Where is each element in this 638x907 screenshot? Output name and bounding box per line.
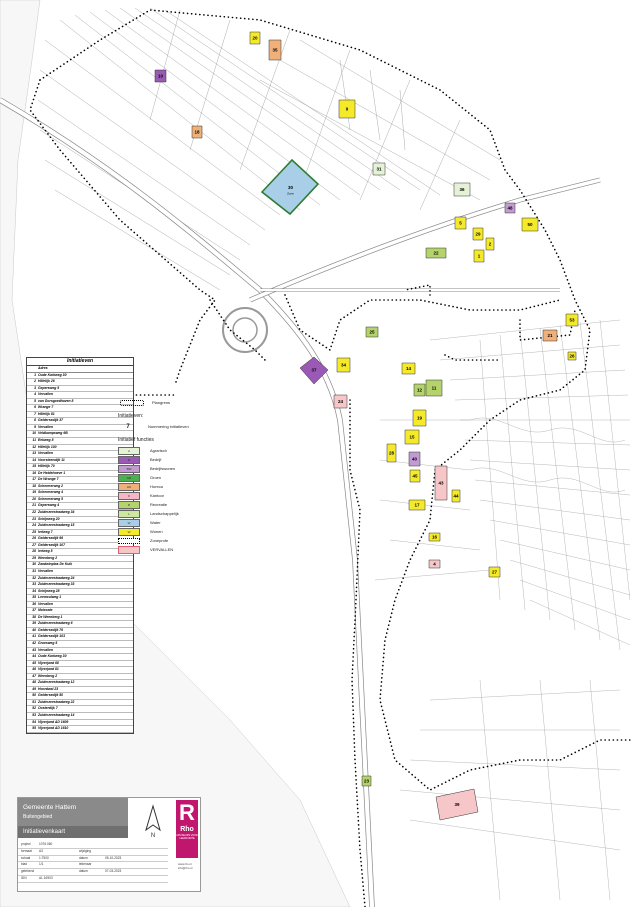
row-nr: 9 <box>34 424 36 429</box>
title-meta <box>18 842 168 883</box>
logo-letter: R <box>179 800 195 825</box>
row-nr: 40 <box>32 627 36 632</box>
row-nr: 20 <box>32 496 36 501</box>
row-nr: 23 <box>32 516 36 521</box>
row-nr: 42 <box>32 640 36 645</box>
row-nr: 53 <box>32 712 36 717</box>
meta-k2: wijziging <box>79 848 92 853</box>
map-title: Initiatievenkaart <box>18 826 128 838</box>
plot-label: 5 <box>459 220 462 226</box>
plot-label: 22 <box>433 250 439 256</box>
meta-k2 <box>79 876 105 882</box>
meta-k1: formaat <box>21 848 32 853</box>
legend-label: Kantoor <box>150 493 165 498</box>
row-adres: Gepersweg 4 <box>38 503 60 508</box>
contact <box>178 862 192 870</box>
row-nr: 48 <box>32 680 36 685</box>
legend-label: Wonen <box>150 529 163 534</box>
row-nr: 50 <box>32 693 36 698</box>
initiatieven-heading: Initiatieven: <box>118 413 144 419</box>
logo-tagline: ADVISEURS VOOR LEEFRUIMTE <box>176 834 198 840</box>
legend-item-bedrijfswonen <box>118 464 238 473</box>
plot-label: 14 <box>405 366 412 371</box>
row-nr: 1 <box>34 372 36 377</box>
row-adres: Oosterdijk 7 <box>38 706 58 711</box>
row-adres: Schermerweg 5 <box>38 496 64 501</box>
plot-label: 2 <box>488 241 492 247</box>
row-nr: 5 <box>34 398 36 403</box>
row-adres: van Gorsgoedhaven 8 <box>38 398 74 403</box>
row-nr: 2 <box>34 379 36 384</box>
row-nr: 31 <box>32 568 36 573</box>
row-adres: Oude Karkweg 30 <box>38 372 67 377</box>
legend-item-wonen <box>118 527 238 536</box>
plot-label: 21 <box>547 333 553 338</box>
legend-item-horeca <box>118 482 238 491</box>
row-adres: Geldersedijk 103 <box>38 634 65 639</box>
row-adres: Weenberg 2 <box>38 555 58 560</box>
row-nr: 14 <box>32 457 36 462</box>
plot-label: 29 <box>475 231 481 237</box>
meta-v2: 07-03-2023 <box>105 869 122 874</box>
contact-web[interactable]: www.rho.nl <box>178 862 192 866</box>
legend-item-verv <box>118 545 238 554</box>
plot-label: 19 <box>416 415 423 421</box>
row-adres: Zuiderzeestraatweg 34 <box>38 510 75 515</box>
row-adres: Schermerweg 2 <box>38 483 64 488</box>
meta-v2 <box>105 862 141 868</box>
row-nr: 26 <box>32 536 36 541</box>
row-nr: 47 <box>32 673 36 678</box>
functies-heading: Initiatief functies <box>118 437 154 443</box>
row-nr: 49 <box>32 686 36 691</box>
legend-item-zone <box>118 536 238 545</box>
row-adres: Veldkampsweg 6B <box>38 431 68 436</box>
plot-label: 25 <box>369 329 375 335</box>
legend-item-water <box>118 518 238 527</box>
row-nr: 7 <box>34 411 36 416</box>
meta-v1: 1/1 <box>39 862 44 867</box>
row-adres: Vervallen <box>38 568 53 573</box>
row-nr: 29 <box>32 555 36 560</box>
row-adres: Zuiderzeestraatweg 14 <box>38 712 75 717</box>
row-adres: Zuiderzeestraatweg 24 <box>38 575 75 580</box>
meta-k1: blad <box>21 862 28 867</box>
initiatieven-title: Initiatieven <box>27 358 133 366</box>
plot-label: 43 <box>438 480 444 486</box>
plot-label: 24 <box>337 399 344 404</box>
row-adres: Zandwinplas De Kuik <box>38 562 73 567</box>
row-adres: Vervallen <box>38 451 53 456</box>
legend-label: Horeca <box>150 484 163 489</box>
row-adres: Leemculweg 1 <box>38 595 62 600</box>
legend-label: Zoneprofe <box>150 538 169 543</box>
legend-swatch: GR <box>118 474 140 482</box>
row-adres: Molecate <box>38 608 53 613</box>
row-nr: 38 <box>32 614 36 619</box>
row-nr: 55 <box>32 726 36 731</box>
row-adres: Vervallen <box>38 601 53 606</box>
row-adres: Vervallen <box>38 392 53 397</box>
legend-label: Water <box>150 520 161 525</box>
row-nr: 19 <box>32 490 36 495</box>
meta-k2: datum <box>79 855 88 860</box>
meta-k1: schaal <box>21 855 31 860</box>
legend-label: Bedrijf <box>150 457 162 462</box>
row-nr: 37 <box>32 608 36 613</box>
meta-k2: tekenaar <box>79 862 92 867</box>
row-adres: Zuiderzeestraatweg 33 <box>38 582 75 587</box>
rho-logo <box>176 800 198 858</box>
legend-swatch <box>118 538 140 544</box>
meta-row <box>18 842 168 849</box>
row-adres: Ierlweg 7 <box>38 529 53 534</box>
plot-label: 48 <box>507 205 513 211</box>
row-nr: 27 <box>32 542 36 547</box>
row-adres: Zuiderzeestraatweg 6 <box>38 621 73 626</box>
row-adres: Wrange 7 <box>38 405 54 410</box>
row-nr: 39 <box>32 621 36 626</box>
row-adres: Schijnweg 20 <box>38 516 60 521</box>
row-nr: 44 <box>32 654 36 659</box>
meta-v2 <box>105 876 141 882</box>
row-adres: Vervallen <box>38 424 53 429</box>
plot-label: 30 <box>287 185 294 190</box>
row-nr: 36 <box>32 601 36 606</box>
legend-item-bedrijf <box>118 455 238 464</box>
row-adres: Zuiderzeestraatweg 22 <box>38 699 75 704</box>
row-adres: Geldersedijk 50 <box>38 693 64 698</box>
plot-label: 39 <box>454 802 460 807</box>
meta-k1: IDN <box>21 875 27 880</box>
row-nr: 10 <box>32 431 36 436</box>
plot-label: 12 <box>416 387 423 393</box>
plot-label: 53 <box>569 317 575 323</box>
north-label: N <box>150 833 156 838</box>
row-adres: Gruesweg 5 <box>38 640 58 645</box>
legend-swatch: B <box>118 456 140 464</box>
legend-swatch: L <box>118 510 140 518</box>
row-nr: 8 <box>34 418 36 423</box>
logo-name: Rho <box>180 826 194 833</box>
row-nr: 28 <box>32 549 36 554</box>
plot-label: 37 <box>311 367 317 373</box>
plangrens-swatch <box>120 400 144 406</box>
meta-v2 <box>105 842 141 848</box>
legend-item-landschap <box>118 509 238 518</box>
row-nr: 45 <box>32 660 36 665</box>
row-nr: 32 <box>32 575 36 580</box>
legend-label: Groen <box>150 475 162 480</box>
row-adres: Zuiderzeestraatweg 15 <box>38 523 75 528</box>
plot-label: 15 <box>409 434 415 440</box>
row-nr: 54 <box>32 719 36 724</box>
row-adres: Hillelijk 70 <box>38 464 55 469</box>
row-adres: Oude Karkweg 30 <box>38 654 67 659</box>
row-adres: Geldersedijk 107 <box>38 542 65 547</box>
row-adres: Vervallen <box>38 647 53 652</box>
row-nr: 6 <box>34 405 36 410</box>
row-nr: 16 <box>32 470 36 475</box>
row-adres: Schijnweg 28 <box>38 588 60 593</box>
plot-label: 16 <box>431 534 438 540</box>
plot-label: 35 <box>272 47 278 53</box>
plot-label: 20 <box>252 35 258 41</box>
meta-row <box>18 862 168 869</box>
row-adres: Vijverjand 68 <box>38 660 59 665</box>
legend-item-recreatie <box>118 500 238 509</box>
row-nr: 4 <box>34 392 36 397</box>
meta-row <box>18 876 168 883</box>
row-nr: 43 <box>32 647 36 652</box>
col-adres: Adres <box>38 366 48 370</box>
row-nr: 46 <box>32 667 36 672</box>
meta-v2 <box>105 849 141 855</box>
legend-swatch: W <box>118 528 140 536</box>
plot-label: 10 <box>157 73 164 79</box>
plot-label: 28 <box>388 450 395 456</box>
plot-label: 40 <box>411 456 418 462</box>
plot-label: 27 <box>491 569 498 575</box>
legend-swatch: A <box>118 447 140 455</box>
meta-k1: getekend <box>21 869 35 874</box>
row-adres: Voorsteendijk 11 <box>38 457 65 462</box>
row-adres: De Heidehoeve 1 <box>38 470 66 475</box>
row-adres: Hillelijk 100 <box>38 444 57 449</box>
plot-label: 4 <box>433 561 436 567</box>
title-block <box>17 797 201 892</box>
legend-label: Bedrijfswonen <box>150 466 176 471</box>
legend-swatch: R <box>118 501 140 509</box>
row-nr: 18 <box>32 483 36 488</box>
legend-item-groen <box>118 473 238 482</box>
plot-label: 9 <box>345 106 349 112</box>
legend-swatch: K <box>118 492 140 500</box>
plot-label: 50 <box>527 222 533 227</box>
plot-label: 31 <box>376 166 382 172</box>
plot-label: 44 <box>453 493 459 499</box>
plan-subtitle: Buitengebied <box>23 814 53 820</box>
meta-v1 <box>39 869 79 875</box>
legend-swatch: W <box>118 519 140 527</box>
row-nr: 3 <box>34 385 36 390</box>
meta-row <box>18 849 168 856</box>
row-adres: Hillelijk 81 <box>38 411 55 416</box>
row-nr: 41 <box>32 634 36 639</box>
plot-sublabel: Zone <box>287 191 294 196</box>
row-nr: 33 <box>32 582 36 587</box>
nummering-symbol: 7 <box>126 423 130 430</box>
row-adres: Geldersedijk 76 <box>38 627 64 632</box>
row-nr: 12 <box>32 444 36 449</box>
legend-item-kantoor <box>118 491 238 500</box>
row-nr: 51 <box>32 699 36 704</box>
nummering-label: Nummering initiatieven <box>148 424 189 429</box>
meta-v1: A3 <box>39 848 43 853</box>
row-nr: 52 <box>32 706 36 711</box>
row-adres: Weenberg 2 <box>38 673 58 678</box>
plot-label: 1 <box>477 253 481 259</box>
legend <box>118 398 238 554</box>
row-nr: 24 <box>32 523 36 528</box>
meta-k2 <box>79 842 105 848</box>
legend-label: Recreatie <box>150 502 168 507</box>
meta-v1: 1076.060 <box>39 842 53 846</box>
meta-v1: 1:7500 <box>39 855 49 860</box>
meta-v1: AL.16903 <box>39 875 53 880</box>
meta-k2: datum <box>79 869 88 874</box>
meta-row <box>18 869 168 876</box>
row-adres: Hoordwal 23 <box>38 686 59 691</box>
row-nr: 11 <box>32 438 36 443</box>
meta-row <box>18 856 168 863</box>
row-adres: Zuiderzeestraatweg 12 <box>38 680 75 685</box>
plot-label: 45 <box>412 473 418 479</box>
row-adres: Vijverjand AD 1610 <box>38 726 69 731</box>
legend-label: Agrarisch <box>150 448 167 453</box>
row-nr: 21 <box>32 503 36 508</box>
row-nr: 13 <box>32 451 36 456</box>
row-adres: Vijverjand AD 1609 <box>38 719 69 724</box>
meta-v2: 05-10-2023 <box>105 855 122 860</box>
plot-label: 34 <box>340 362 347 368</box>
contact-mail[interactable]: info@rho.nl <box>178 866 193 870</box>
row-nr: 34 <box>32 588 36 593</box>
row-adres: De Wrange 7 <box>38 477 59 482</box>
legend-label: VERVALLEN <box>150 547 174 552</box>
plot-label: 26 <box>569 353 575 359</box>
row-adres: Gepersweg 5 <box>38 385 60 390</box>
legend-swatch: HO <box>118 483 140 491</box>
plangrens-label: Plangrens <box>152 400 171 405</box>
row-nr: 17 <box>32 477 36 482</box>
meta-k1: project <box>21 842 31 846</box>
plot-label: 17 <box>414 502 420 508</box>
row-nr: 30 <box>32 562 36 567</box>
row-adres: Hillelijk 26 <box>38 379 55 384</box>
table-row <box>27 726 133 733</box>
row-nr: 15 <box>32 464 36 469</box>
plot-label: 11 <box>431 385 437 391</box>
row-nr: 35 <box>32 595 36 600</box>
north-arrow-icon <box>136 804 170 838</box>
row-nr: 25 <box>32 529 36 534</box>
plot-label: 23 <box>363 778 370 784</box>
row-adres: Geldersedijk 37 <box>38 418 64 423</box>
row-adres: Vijverjand 81 <box>38 667 59 672</box>
row-adres: Eekweg 8 <box>38 438 54 443</box>
plot-label: 36 <box>459 187 465 192</box>
row-nr: 22 <box>32 510 36 515</box>
legend-swatch: BW <box>118 465 140 473</box>
row-adres: Schermerweg 4 <box>38 490 64 495</box>
row-adres: Ierlweg 5 <box>38 549 53 554</box>
row-adres: Geldersedijk 96 <box>38 536 64 541</box>
legend-item-agrarisch <box>118 446 238 455</box>
org-name: Gemeente Hattem <box>23 804 77 811</box>
legend-label: Landschappelijk <box>150 511 179 516</box>
legend-swatch <box>118 546 140 554</box>
row-adres: De Weenberg 1 <box>38 614 63 619</box>
plot-label: 18 <box>194 129 200 135</box>
